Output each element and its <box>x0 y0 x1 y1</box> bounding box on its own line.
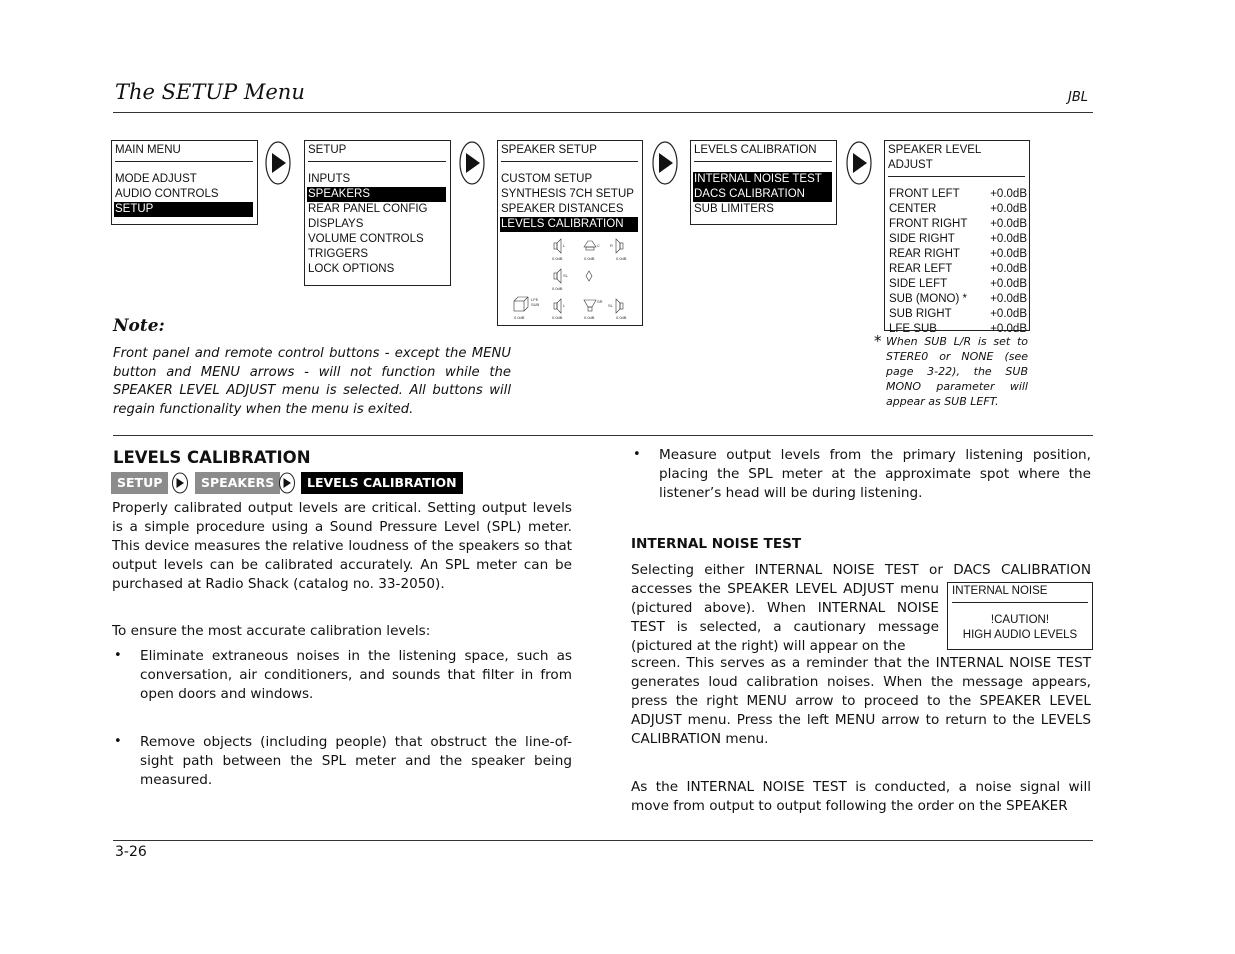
page-number: 3-26 <box>115 844 147 860</box>
speaker-icon <box>584 241 596 250</box>
bullet-glyph: • <box>114 734 122 749</box>
page-title: The SETUP Menu <box>115 80 305 104</box>
section-heading: LEVELS CALIBRATION <box>113 448 311 467</box>
breadcrumb-levels-calibration[interactable]: LEVELS CALIBRATION <box>301 472 463 494</box>
speaker-setup-menu-title: SPEAKER SETUP <box>501 143 638 162</box>
section-rule <box>113 435 1093 436</box>
level-row-name: SIDE RIGHT <box>889 233 955 245</box>
diagram-level-label: 0.0dB <box>514 315 525 320</box>
diagram-label-lfe: LFE <box>531 297 539 302</box>
noise-paragraph-2: As the INTERNAL NOISE TEST is conducted, a noise signal will move from output to output following the order on the SPEAKER <box>631 779 1091 814</box>
level-row-name: REAR LEFT <box>889 263 953 275</box>
level-row-name: LFE SUB <box>889 323 937 335</box>
level-row-side-left[interactable] <box>888 277 1027 292</box>
level-row-front-right[interactable] <box>888 217 1027 232</box>
menu-item-displays[interactable]: DISPLAYS <box>308 218 364 230</box>
speaker-setup-menu-box <box>497 140 643 326</box>
main-menu-title: MAIN MENU <box>115 143 253 162</box>
footer-rule <box>113 840 1093 841</box>
internal-noise-test-heading: INTERNAL NOISE TEST <box>631 536 802 552</box>
levels-calibration-menu-title: LEVELS CALIBRATION <box>694 143 832 162</box>
speaker-icon <box>554 299 561 313</box>
menu-item-internal-noise-test[interactable]: INTERNAL NOISE TEST <box>693 172 832 187</box>
level-row-name: SUB (MONO) * <box>889 293 967 305</box>
speaker-icon <box>584 300 596 311</box>
intro-paragraph: Properly calibrated output levels are critical. Setting output levels is a simple procedure using a Sound Pressure Level (SPL) meter. This device measures the relative loudness of the speakers so that output levels can be calibrated accurately. An SPL meter can be purchased at Radio Shack (catalog no. 33-2050). <box>112 500 572 592</box>
brand-label: JBL <box>1068 90 1088 105</box>
menu-right-arrow-icon <box>652 141 678 185</box>
menu-item-custom-setup[interactable]: CUSTOM SETUP <box>501 173 593 185</box>
speaker-icon <box>616 239 623 253</box>
speaker-layout-diagram <box>504 235 636 321</box>
diagram-level-label: 0.0dB <box>552 256 563 261</box>
menu-item-sub-limiters[interactable]: SUB LIMITERS <box>694 203 774 215</box>
bullet-glyph: • <box>633 447 641 462</box>
speaker-icon <box>554 269 561 283</box>
note-body: Front panel and remote control buttons - except the MENU button and MENU arrows - will not function while the SPEAKER LEVEL ADJUST menu is selected. All buttons will regain functionality when the menu is exited. <box>113 346 511 418</box>
noise-paragraph-top: Selecting either INTERNAL NOISE TEST or DACS CALIBRATION <box>631 562 1091 578</box>
diagram-level-label: 0.0dB <box>552 286 563 291</box>
menu-item-speakers[interactable]: SPEAKERS <box>307 187 446 202</box>
high-audio-levels-line: HIGH AUDIO LEVELS <box>962 629 1078 641</box>
menu-item-mode-adjust[interactable]: MODE ADJUST <box>115 173 197 185</box>
bullet-measure-output: Measure output levels from the primary listening position, placing the SPL meter at the approximate spot where the listener’s head will be during listening. <box>659 447 1091 501</box>
level-row-value: +0.0dB <box>990 248 1027 260</box>
menu-right-arrow-icon <box>265 141 291 185</box>
speaker-icon <box>616 299 623 313</box>
diagram-level-label: 0.0dB <box>552 315 563 320</box>
menu-item-inputs[interactable]: INPUTS <box>308 173 351 185</box>
caution-box-title: INTERNAL NOISE <box>952 584 1088 603</box>
diagram-label-sr: SR <box>597 299 603 304</box>
level-row-rear-left[interactable] <box>888 262 1027 277</box>
diagram-label-r: R <box>610 243 613 248</box>
level-row-value: +0.0dB <box>990 323 1027 335</box>
footnote-text: When SUB L/R is set to STERE0 or NONE (see page 3-22), the SUB MONO parameter will appear as SUB LEFT. <box>886 335 1028 408</box>
bullet-glyph: • <box>114 648 122 663</box>
menu-right-arrow-icon <box>459 141 485 185</box>
setup-menu-box <box>304 140 451 286</box>
header-rule <box>113 112 1093 113</box>
menu-item-rear-panel-config[interactable]: REAR PANEL CONFIG <box>308 203 428 215</box>
note-heading: Note: <box>113 316 165 336</box>
breadcrumb-arrow-icon <box>171 472 189 494</box>
menu-item-synthesis-7ch-setup[interactable]: SYNTHESIS 7CH SETUP <box>501 188 634 200</box>
diagram-label-l: L <box>563 303 566 308</box>
level-row-side-right[interactable] <box>888 232 1027 247</box>
ensure-line: To ensure the most accurate calibration levels: <box>112 623 431 639</box>
menu-item-triggers[interactable]: TRIGGERS <box>308 248 369 260</box>
level-row-center[interactable] <box>888 202 1027 217</box>
level-row-name: SIDE LEFT <box>889 278 948 290</box>
menu-item-setup[interactable]: SETUP <box>114 202 253 217</box>
level-row-value: +0.0dB <box>990 308 1027 320</box>
noise-paragraph-wrap: accesses the SPEAKER LEVEL ADJUST menu (pictured above). When INTERNAL NOISE TEST is selected, a cautionary message (pictured at the right) will appear on the <box>631 581 939 654</box>
level-row-value: +0.0dB <box>990 293 1027 305</box>
diagram-label-c: C <box>597 243 600 248</box>
menu-item-speaker-distances[interactable]: SPEAKER DISTANCES <box>501 203 624 215</box>
menu-item-lock-options[interactable]: LOCK OPTIONS <box>308 263 395 275</box>
level-row-value: +0.0dB <box>990 233 1027 245</box>
subwoofer-icon <box>514 297 528 311</box>
menu-item-levels-calibration[interactable]: LEVELS CALIBRATION <box>500 217 638 232</box>
level-row-front-left[interactable] <box>888 187 1027 202</box>
setup-menu-title: SETUP <box>308 143 446 162</box>
level-row-value: +0.0dB <box>990 263 1027 275</box>
level-row-value: +0.0dB <box>990 218 1027 230</box>
menu-right-arrow-icon <box>846 141 872 185</box>
menu-item-volume-controls[interactable]: VOLUME CONTROLS <box>308 233 424 245</box>
caution-line: !CAUTION! <box>990 614 1050 626</box>
diagram-level-label: 0.0dB <box>584 315 595 320</box>
level-row-name: FRONT LEFT <box>889 188 960 200</box>
level-row-sub-mono[interactable] <box>888 292 1027 307</box>
breadcrumb-arrow-icon <box>278 472 296 494</box>
level-row-value: +0.0dB <box>990 188 1027 200</box>
level-row-value: +0.0dB <box>990 203 1027 215</box>
diagram-level-label: 0.0dB <box>584 256 595 261</box>
diagram-label-l: L <box>563 243 566 248</box>
level-row-name: REAR RIGHT <box>889 248 960 260</box>
diagram-label-sub: SUB <box>531 302 540 307</box>
menu-item-dacs-calibration[interactable]: DACS CALIBRATION <box>693 187 832 202</box>
breadcrumb-speakers[interactable]: SPEAKERS <box>195 472 280 494</box>
level-row-value: +0.0dB <box>990 278 1027 290</box>
bullet-remove-objects: Remove objects (including people) that obstruct the line-of-sight path between the SPL meter and the speaker being measured. <box>140 734 572 788</box>
level-row-sub-right[interactable] <box>888 307 1027 322</box>
levels-calibration-menu-box <box>690 140 837 225</box>
menu-item-audio-controls[interactable]: AUDIO CONTROLS <box>115 188 219 200</box>
listener-position-icon <box>586 271 592 281</box>
internal-noise-caution-box <box>947 582 1093 650</box>
level-row-rear-right[interactable] <box>888 247 1027 262</box>
speaker-level-adjust-menu-box <box>884 140 1030 335</box>
level-row-name: CENTER <box>889 203 937 215</box>
level-row-name: FRONT RIGHT <box>889 218 968 230</box>
bullet-eliminate-noises: Eliminate extraneous noises in the listening space, such as conversation, air conditioners, and sounds that filter in from open doors and windows. <box>140 648 572 702</box>
breadcrumb-setup[interactable]: SETUP <box>111 472 168 494</box>
main-menu-box <box>111 140 258 225</box>
diagram-label-sl: SL <box>608 303 613 308</box>
diagram-level-label: 0.0dB <box>616 315 627 320</box>
speaker-icon <box>554 239 561 253</box>
diagram-level-label: 0.0dB <box>616 256 627 261</box>
level-row-name: SUB RIGHT <box>889 308 952 320</box>
speaker-level-adjust-title: SPEAKER LEVEL ADJUST <box>888 143 1025 177</box>
diagram-label-sl: SL <box>563 273 568 278</box>
footnote-asterisk: * <box>874 332 882 350</box>
noise-paragraph-rest: screen. This serves as a reminder that the INTERNAL NOISE TEST generates loud calibration noises. When the message appears, press the right MENU arrow to proceed to the SPEAKER LEVEL ADJUST menu. Press the left MENU arrow to return to the LEVELS CALIBRATION menu. <box>631 655 1091 747</box>
